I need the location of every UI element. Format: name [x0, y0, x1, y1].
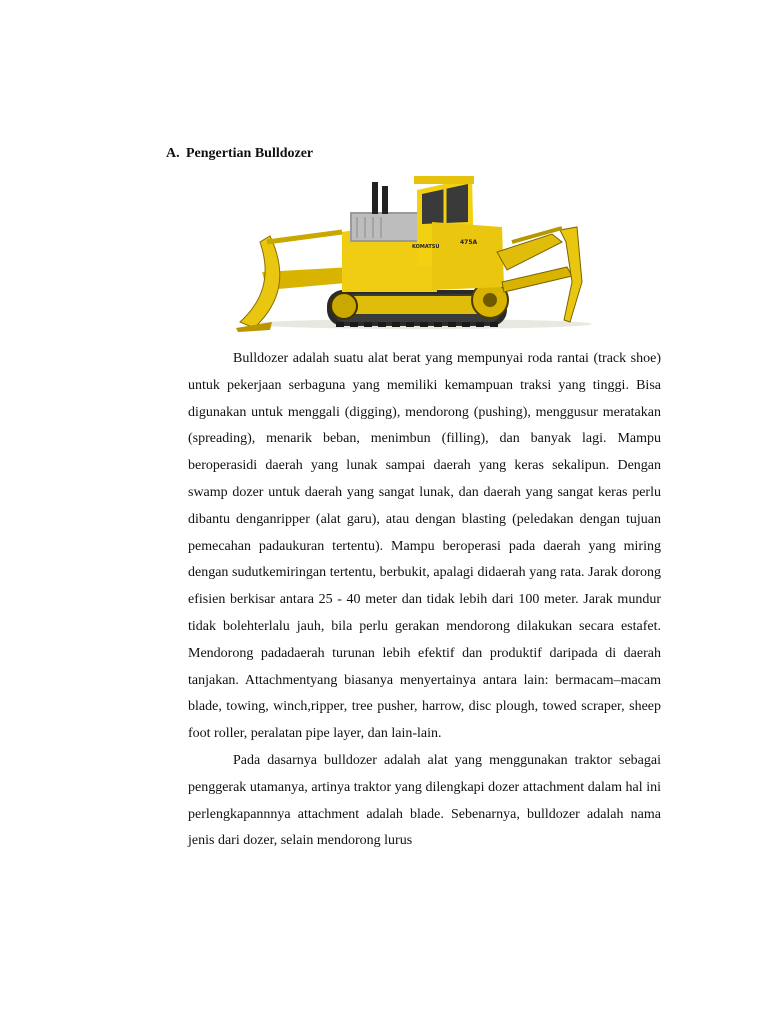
- bulldozer-image: [232, 172, 604, 332]
- body-text: [188, 346, 661, 855]
- brand-decal: KOMATSU: [412, 244, 440, 250]
- model-decal: 475A: [460, 239, 478, 246]
- paragraph-1: Bulldozer adalah suatu alat berat yang mempunyai roda rantai (track shoe) untuk pekerjaan serbaguna yang memiliki kemampuan traksi yang tinggi. Bisa digunakan untuk menggali (digging), mendorong (pushing), menggusur meratakan (spreading), menarik beban, menimbun (filling), dan banyak lagi. Mampu beroperasidi daerah yang lunak sampai daerah yang keras sekalipun. Dengan swamp dozer untuk daerah yang sangat lunak, dan daerah yang sangat keras perlu dibantu denganripper (alat garu), atau dengan blasting (peledakan dengan tujuan pemecahan padaukuran tertentu). Mampu beroperasi pada daerah yang miring dengan sudutkemiringan tertentu, berbukit, apalagi didaerah yang rata. Jarak dorong efisien berkisar antara 25 - 40 meter dan tidak lebih dari 100 meter. Jarak mundur tidak bolehterlalu jauh, bila perlu gerakan mendorong dilakukan secara estafet. Mendorong padadaerah turunan lebih efektif dan produktif daripada di daerah tanjakan. Attachmentyang biasanya menyertainya antara lain: bermacam–macam blade, towing, winch,ripper, tree pusher, harrow, disc plough, towed scraper, sheep foot roller, peralatan pipe layer, dan lain-lain.: [188, 351, 661, 742]
- section-heading: [166, 146, 313, 162]
- paragraph-2: Pada dasarnya bulldozer adalah alat yang menggunakan traktor sebagai penggerak utamanya, artinya traktor yang dilengkapi dozer attachment dalam hal ini perlengkapannnya attachment adalah blade. Sebenarnya, bulldozer adalah nama jenis dari dozer, selain mendorong lurus: [188, 752, 661, 849]
- section-number: A.: [166, 146, 180, 161]
- section-title: Pengertian Bulldozer: [186, 146, 314, 161]
